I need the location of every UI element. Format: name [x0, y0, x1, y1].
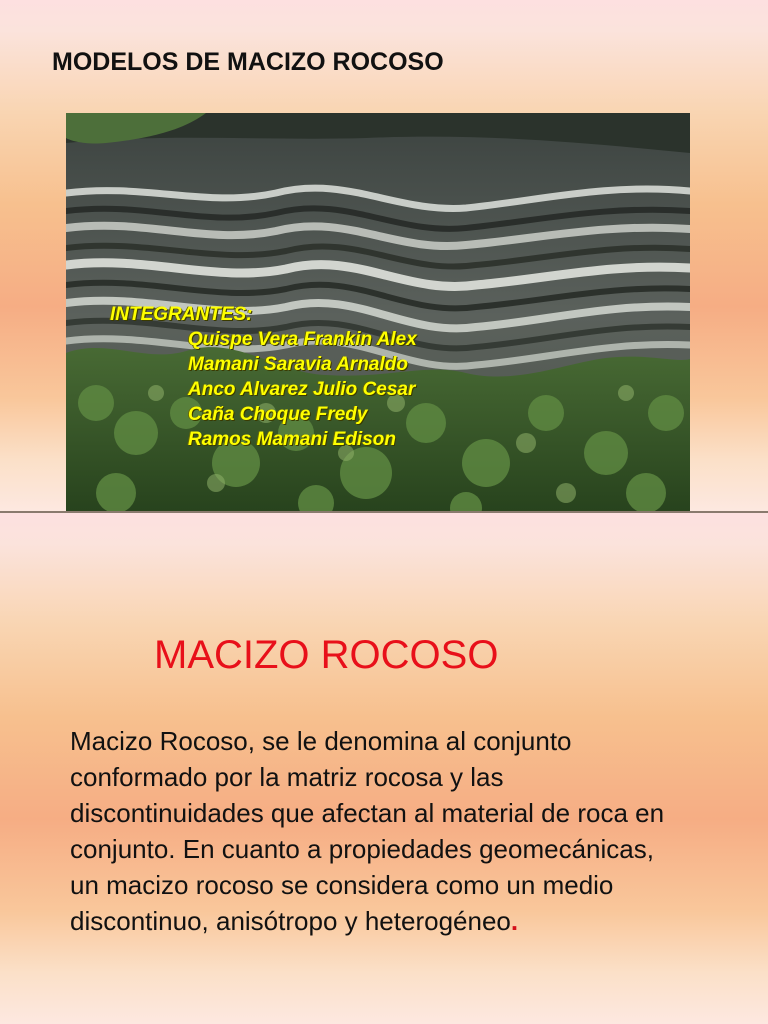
- member-name: Anco Alvarez Julio Cesar: [188, 379, 416, 400]
- member-name: Quispe Vera Frankin Alex: [188, 329, 417, 350]
- members-list: [110, 302, 417, 452]
- members-header: INTEGRANTES:: [110, 304, 253, 325]
- member-name: Caña Choque Fredy: [188, 404, 368, 425]
- member-name: Mamani Saravia Arnaldo: [188, 354, 408, 375]
- slide-heading: MACIZO ROCOSO: [154, 633, 499, 677]
- slide-title: MODELOS DE MACIZO ROCOSO: [52, 48, 444, 76]
- slide-1: [0, 0, 768, 511]
- definition-paragraph: [70, 723, 670, 939]
- definition-text: Macizo Rocoso, se le denomina al conjunto conformado por la matriz rocosa y las discontinuidades que afectan al material de roca en conjunto. En cuanto a propiedades geomecánicas, un macizo rocoso se considera como un medio discontinuo, anisótropo y heterogéneo: [70, 726, 665, 936]
- definition-end-mark: .: [510, 906, 519, 936]
- member-name: Ramos Mamani Edison: [188, 429, 396, 450]
- slide-2: [0, 513, 768, 1024]
